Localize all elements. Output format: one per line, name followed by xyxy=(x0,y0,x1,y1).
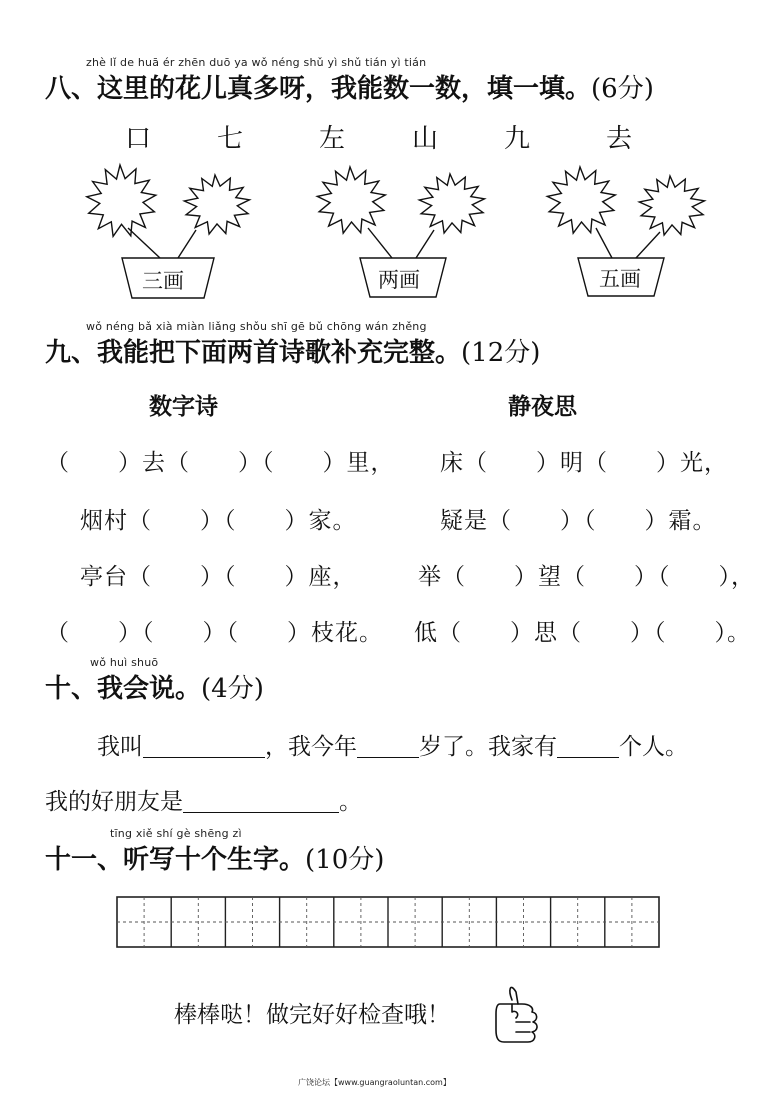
section11-heading xyxy=(45,839,384,876)
pot-label-2: 两画 xyxy=(378,268,420,292)
thumbs-up-icon xyxy=(496,987,537,1042)
section8-title: 八、这里的花儿真多呀，我能数一数，填一填。 xyxy=(45,74,592,104)
section8-points: (6分) xyxy=(591,74,654,104)
char-zuo: 左 xyxy=(319,124,346,154)
char-qu: 去 xyxy=(606,124,633,154)
speak-text-family-suffix: 个人。 xyxy=(619,734,688,760)
char-qi: 七 xyxy=(217,124,244,154)
speak-text-family-prefix: 岁了。我家有 xyxy=(419,734,557,760)
section11-points: (10分) xyxy=(305,845,385,875)
pot-label-3: 五画 xyxy=(599,267,641,291)
flower-right-2 xyxy=(419,174,484,233)
speak-line-1 xyxy=(97,728,688,761)
speak-line-2 xyxy=(45,783,362,816)
char-shan: 山 xyxy=(412,124,439,154)
friend-blank[interactable] xyxy=(183,788,339,813)
poem1-line-3: 亭台（ ）（ ）座， xyxy=(80,564,357,590)
char-kou: 口 xyxy=(125,124,152,154)
section9-heading xyxy=(45,332,540,369)
section9-pinyin: wǒ néng bǎ xià miàn liǎng shǒu shī gē bǔ chōng wán zhěng xyxy=(86,320,427,333)
dictation-grid xyxy=(117,897,659,947)
name-blank[interactable] xyxy=(143,733,265,758)
flower-right-3 xyxy=(639,176,704,235)
speak-text-age-prefix: ，我今年 xyxy=(265,734,357,760)
flower-left-2 xyxy=(317,167,385,233)
section11-pinyin: tīng xiě shí gè shēng zì xyxy=(110,827,242,840)
section10-title: 十、我会说。 xyxy=(45,674,202,704)
flower-left-1 xyxy=(87,165,156,236)
speak-text-friend-suffix: 。 xyxy=(339,789,362,815)
poem1-line-2: 烟村（ ）（ ）家。 xyxy=(80,508,357,534)
poem2-line-4: 低（ ）思（ ）（ ）。 xyxy=(414,620,751,646)
speak-text-name-prefix: 我叫 xyxy=(97,734,143,760)
poem2-line-2: 疑是（ ）（ ）霜。 xyxy=(440,508,717,534)
section10-heading xyxy=(45,668,264,705)
family-count-blank[interactable] xyxy=(557,733,619,758)
section10-pinyin: wǒ huì shuō xyxy=(90,656,159,669)
poem2-line-3: 举（ ）望（ ）（ ）， xyxy=(418,564,755,590)
poem1-title: 数字诗 xyxy=(149,393,218,420)
section10-points: (4分) xyxy=(201,674,264,704)
age-blank[interactable] xyxy=(357,733,419,758)
poem1-line-1: （ ）去（ ）（ ）里， xyxy=(46,450,395,476)
section9-title: 九、我能把下面两首诗歌补充完整。 xyxy=(45,338,462,368)
poem1-line-4: （ ）（ ）（ ）枝花。 xyxy=(46,620,383,646)
footer-text: 广饶论坛【www.guangraoluntan.com】 xyxy=(298,1078,451,1087)
poem2-line-1: 床（ ）明（ ）光， xyxy=(440,450,728,476)
flower-right-1 xyxy=(184,175,249,234)
char-jiu: 九 xyxy=(504,124,531,154)
flower-left-3 xyxy=(547,167,615,233)
pot-label-1: 三画 xyxy=(142,269,184,293)
speak-text-friend-prefix: 我的好朋友是 xyxy=(45,789,183,815)
section8-pinyin: zhè lǐ de huā ér zhēn duō ya wǒ néng shǔ yì shǔ tián yì tián xyxy=(86,56,427,69)
poem2-title: 静夜思 xyxy=(508,393,577,420)
section11-title: 十一、听写十个生字。 xyxy=(45,845,306,875)
section9-points: (12分) xyxy=(461,338,541,368)
cheer-text: 棒棒哒！做完好好检查哦！ xyxy=(174,1002,450,1028)
